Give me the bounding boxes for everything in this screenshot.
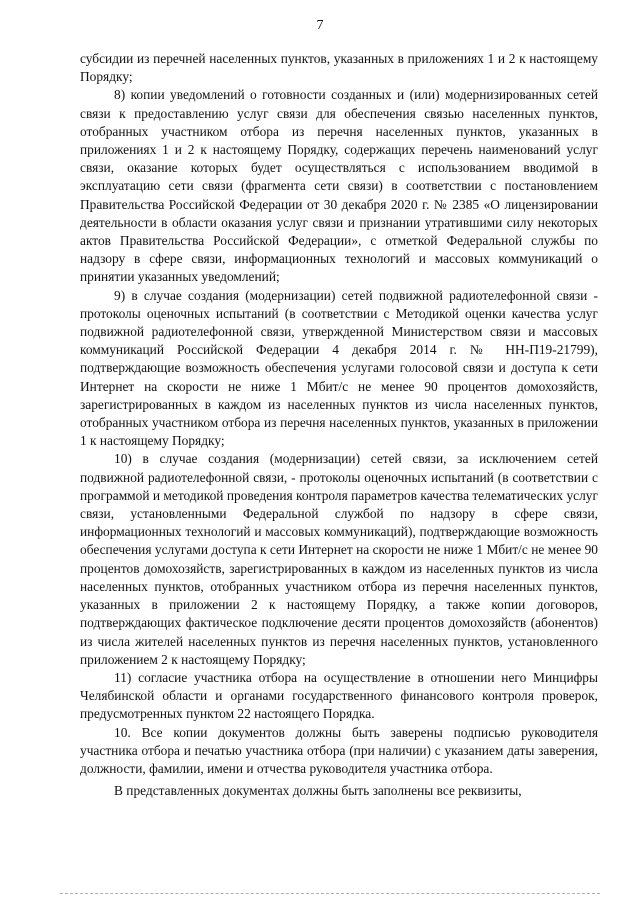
document-body (80, 50, 598, 800)
paragraph-item-9: 9) в случае создания (модернизации) сетей подвижной радиотелефонной связи - протоколы оценочных испытаний (в соответствии с Методикой оценки качества услуг подвижной радиотелефонной связи, утвержденной Министерством связи и массовых коммуникаций Российской Федерации 4 декабря 2014 г. № НН-П19-21799), подтверждающие возможность обеспечения услугами голосовой связи и доступа к сети Интернет на скорости не ниже 1 Мбит/с не менее 90 процентов домохозяйств, зарегистрированных в каждом из населенных пунктов из числа населенных пунктов, отобранных участником отбора из перечня населенных пунктов, указанных в приложении 1 к настоящему Порядку; (80, 287, 598, 449)
page-number: 7 (316, 18, 324, 33)
page-bottom-divider (60, 893, 600, 894)
paragraph-item-8: 8) копии уведомлений о готовности созданных и (или) модернизированных сетей связи к предоставлению услуг связи для обеспечения связью населенных пунктов, отобранных участником отбора из перечня населенных пунктов, указанных в приложениях 1 и 2 к настоящему Порядку, содержащих перечень наименований услуг связи, оказание которых будет осуществляться с использованием вводимой в эксплуатацию сети связи (фрагмента сети связи) в соответствии с постановлением Правительства Российской Федерации от 30 декабря 2020 г. № 2385 «О лицензировании деятельности в области оказания услуг связи и признании утратившими силу некоторых актов Правительства Российской Федерации», с отметкой Федеральной службы по надзору в сфере связи, информационных технологий и массовых коммуникаций о принятии указанных уведомлений; (80, 87, 598, 285)
paragraph-section-10: 10. Все копии документов должны быть заверены подписью руководителя участника отбора и печатью участника отбора (при наличии) с указанием даты заверения, должности, фамилии, имени и отчества руководителя участника отбора. (80, 724, 598, 776)
paragraph-item-11: 11) согласие участника отбора на осуществление в отношении него Минцифры Челябинской области и органами государственного финансового контроля проверок, предусмотренных пунктом 22 настоящего Порядка. (80, 669, 598, 722)
paragraph-item-10: 10) в случае создания (модернизации) сетей связи, за исключением сетей подвижной радиотелефонной связи, - протоколы оценочных испытаний (в соответствии с программой и методикой проведения контроля параметров качества телематических услуг связи, установленными Федеральной службой по надзору в сфере связи, информационных технологий и массовых коммуникаций), подтверждающие возможность обеспечения услугами доступа к сети Интернет на скорости не ниже 1 Мбит/с не менее 90 процентов домохозяйств, зарегистрированных в каждом из населенных пунктов из числа населенных пунктов, отобранных участником отбора из перечня населенных пунктов, указанных в приложении 2 к настоящему Порядку, а также копии договоров, подтверждающих фактическое подключение десяти процентов домохозяйств (абонентов) из числа жителей населенных пунктов из перечня населенных пунктов, установленного приложением 2 к настоящему Порядку; (80, 451, 598, 667)
paragraph-closing: В представленных документах должны быть заполнены все реквизиты, (114, 783, 522, 799)
paragraph-continued: субсидии из перечней населенных пунктов, указанных в приложениях 1 и 2 к настоящему Порядку; (80, 51, 598, 85)
